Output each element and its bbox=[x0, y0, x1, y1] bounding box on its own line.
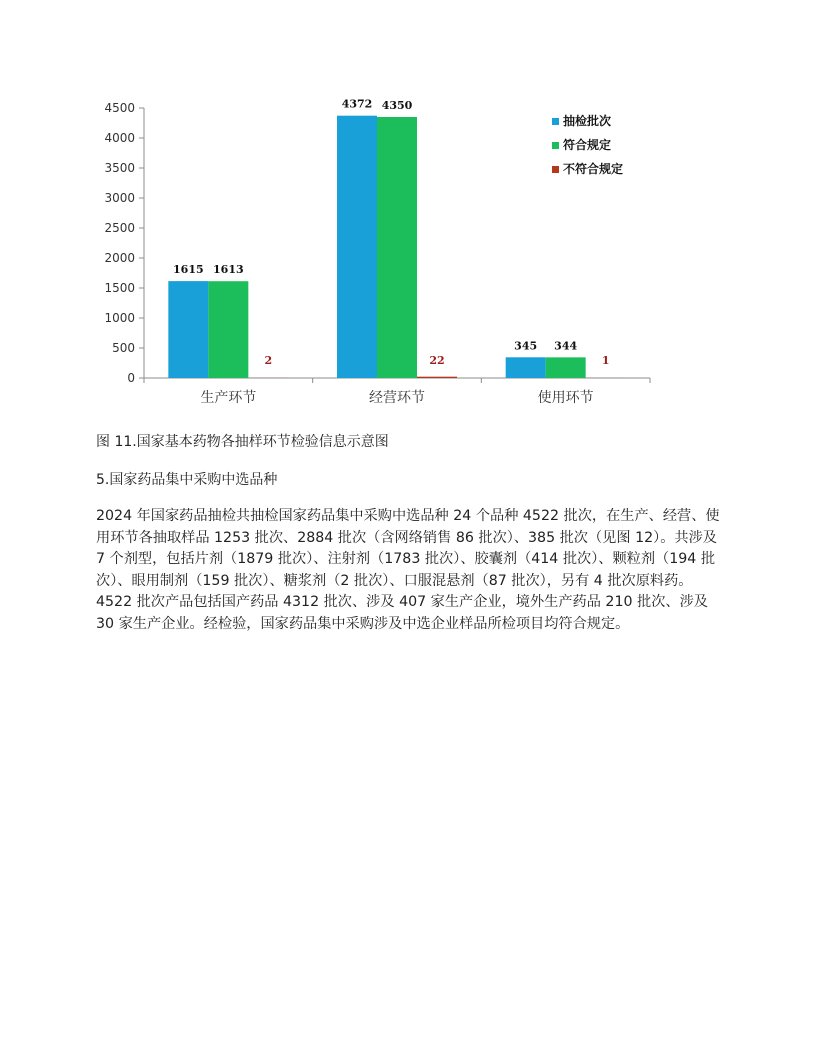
bar bbox=[417, 377, 457, 378]
bar bbox=[168, 281, 208, 378]
x-category-label: 使用环节 bbox=[537, 390, 594, 406]
data-label: 1615 bbox=[173, 263, 204, 277]
legend-label: 符合规定 bbox=[563, 138, 612, 152]
data-label: 22 bbox=[429, 354, 445, 367]
bar bbox=[377, 117, 417, 378]
figure-caption: 图 11.国家基本药物各抽样环节检验信息示意图 bbox=[96, 434, 389, 450]
bar-chart bbox=[92, 96, 662, 416]
bar bbox=[337, 116, 377, 378]
bar bbox=[506, 357, 546, 378]
data-label: 4350 bbox=[381, 99, 413, 112]
legend-swatch bbox=[552, 142, 559, 149]
chart-canvas bbox=[92, 96, 662, 416]
chart-svg bbox=[92, 96, 662, 416]
data-label: 345 bbox=[514, 339, 538, 353]
bar bbox=[208, 281, 248, 378]
x-category-label: 经营环节 bbox=[369, 390, 425, 406]
body-paragraph: 2024 年国家药品抽检共抽检国家药品集中采购中选品种 24 个品种 4522 批次，在生产、经营、使用环节各抽取样品 1253 批次、2884 批次（含网络销售 86 批次）、385 批次（见图 12）。共涉及 7 个剂型，包括片剂（1879 批次）、注射剂（1783 批次）、胶囊剂（414 批次）、颗粒剂（194 批次）、眼用制剂（159 批次）、糖浆剂（2 批次）、口服混悬剂（87 批次），另有 4 批次原料药。4522 批次产品包括国产药品 4312 批次、涉及 407 家生产企业，境外生产药品 210 批次、涉及 30 家生产企业。经检验，国家药品集中采购涉及中选企业样品所检项目均符合规定。 bbox=[96, 508, 720, 632]
data-label: 1613 bbox=[213, 263, 244, 277]
y-tick-label: 3500 bbox=[104, 161, 135, 175]
legend-label: 抽检批次 bbox=[563, 114, 612, 128]
section-title: 5.国家药品集中采购中选品种 bbox=[96, 472, 278, 488]
y-tick-label: 4000 bbox=[104, 131, 135, 145]
y-tick-label: 2000 bbox=[104, 251, 135, 265]
data-label: 1 bbox=[601, 354, 610, 367]
y-tick-label: 1000 bbox=[104, 311, 135, 325]
y-tick-label: 2500 bbox=[104, 221, 135, 235]
data-label: 344 bbox=[554, 339, 578, 353]
y-tick-label: 500 bbox=[112, 341, 135, 355]
data-label: 2 bbox=[264, 354, 273, 367]
y-tick-label: 4500 bbox=[104, 101, 135, 115]
y-tick-label: 1500 bbox=[104, 281, 135, 295]
legend-swatch bbox=[552, 118, 559, 125]
x-category-label: 生产环节 bbox=[200, 390, 257, 406]
data-label: 4372 bbox=[341, 97, 373, 111]
legend-swatch bbox=[552, 166, 559, 173]
bar bbox=[546, 357, 586, 378]
y-tick-label: 3000 bbox=[104, 191, 135, 205]
legend-label: 不符合规定 bbox=[563, 162, 624, 176]
y-tick-label: 0 bbox=[127, 371, 135, 385]
